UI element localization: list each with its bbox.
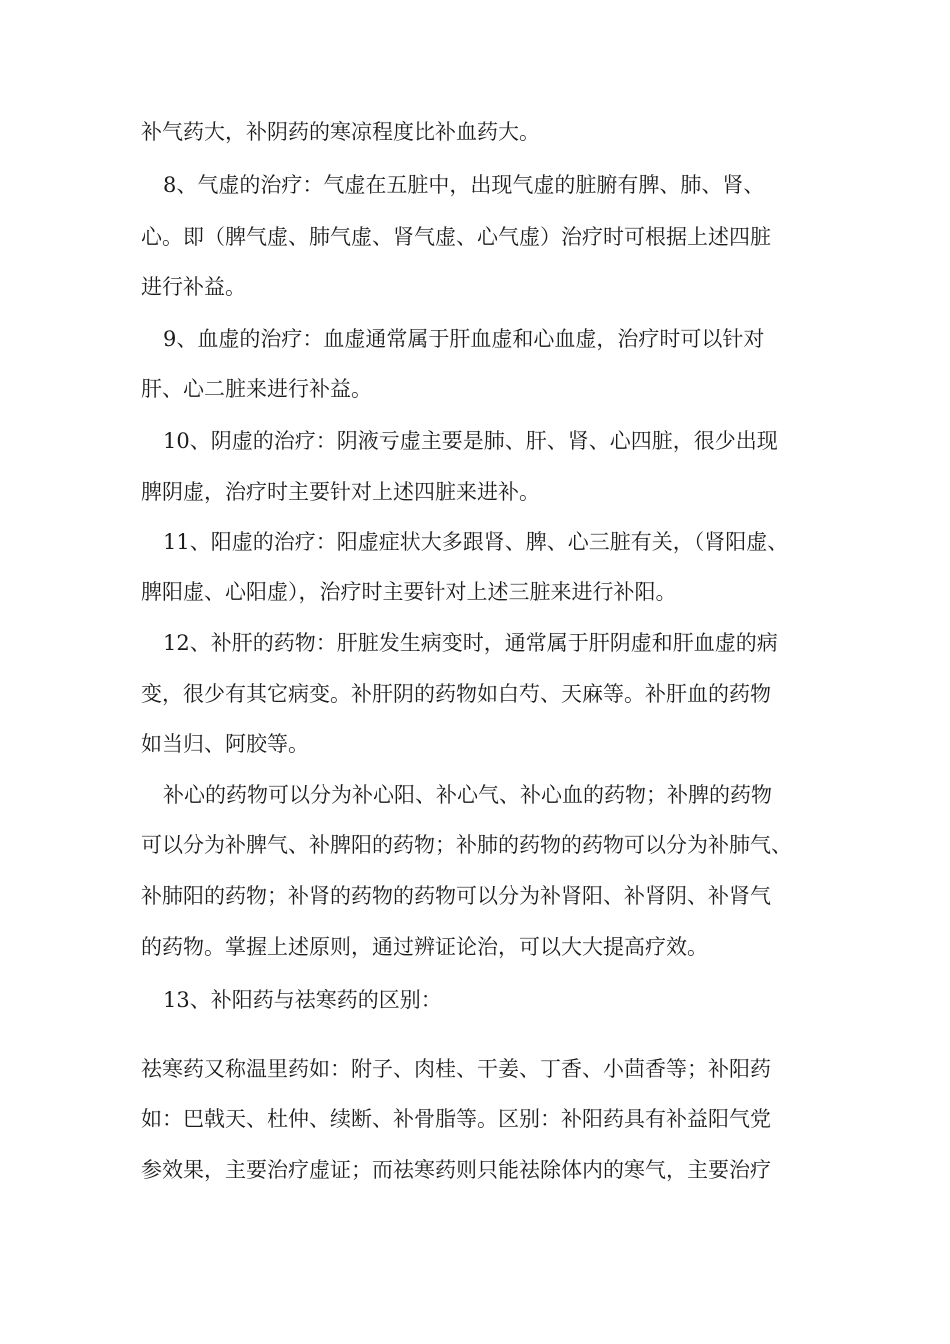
text-line: 祛寒药又称温里药如：附子、肉桂、干姜、丁香、小茴香等；补阳药 [141, 1057, 771, 1081]
text-line: 脾阳虚、心阳虚），治疗时主要针对上述三脏来进行补阳。 [141, 580, 677, 604]
section-heading: 13、补阳药与祛寒药的区别： [163, 988, 442, 1012]
text-line: 可以分为补脾气、补脾阳的药物；补肺的药物的药物可以分为补肺气、 [141, 833, 792, 857]
text-line: 变，很少有其它病变。补肝阴的药物如白芍、天麻等。补肝血的药物 [141, 682, 771, 706]
text-line: 脾阴虚，治疗时主要针对上述四脏来进补。 [141, 480, 540, 504]
text-line: 12、补肝的药物：肝脏发生病变时，通常属于肝阴虚和肝血虚的病 [163, 631, 778, 655]
text-line: 补肺阳的药物；补肾的药物的药物可以分为补肾阳、补肾阴、补肾气 [141, 884, 771, 908]
text-line: 如：巴戟天、杜仲、续断、补骨脂等。区别：补阳药具有补益阳气党 [141, 1107, 771, 1131]
text-line: 10、阴虚的治疗：阴液亏虚主要是肺、肝、肾、心四脏，很少出现 [163, 429, 778, 453]
text-line: 肝、心二脏来进行补益。 [141, 377, 372, 401]
text-line: 进行补益。 [141, 275, 246, 299]
text-line: 的药物。掌握上述原则，通过辨证论治，可以大大提高疗效。 [141, 935, 708, 959]
text-line: 9、血虚的治疗：血虚通常属于肝血虚和心血虚，治疗时可以针对 [163, 327, 765, 351]
text-line: 心。即（脾气虚、肺气虚、肾气虚、心气虚）治疗时可根据上述四脏 [141, 225, 771, 249]
text-line: 补心的药物可以分为补心阳、补心气、补心血的药物；补脾的药物 [163, 783, 772, 807]
text-line: 11、阳虚的治疗：阳虚症状大多跟肾、脾、心三脏有关，（肾阳虚、 [163, 530, 789, 554]
text-line: 8、气虚的治疗：气虚在五脏中，出现气虚的脏腑有脾、肺、肾、 [163, 173, 765, 197]
text-line: 补气药大，补阴药的寒凉程度比补血药大。 [141, 120, 540, 144]
text-line: 参效果，主要治疗虚证；而祛寒药则只能祛除体内的寒气，主要治疗 [141, 1158, 771, 1182]
text-line: 如当归、阿胶等。 [141, 732, 309, 756]
